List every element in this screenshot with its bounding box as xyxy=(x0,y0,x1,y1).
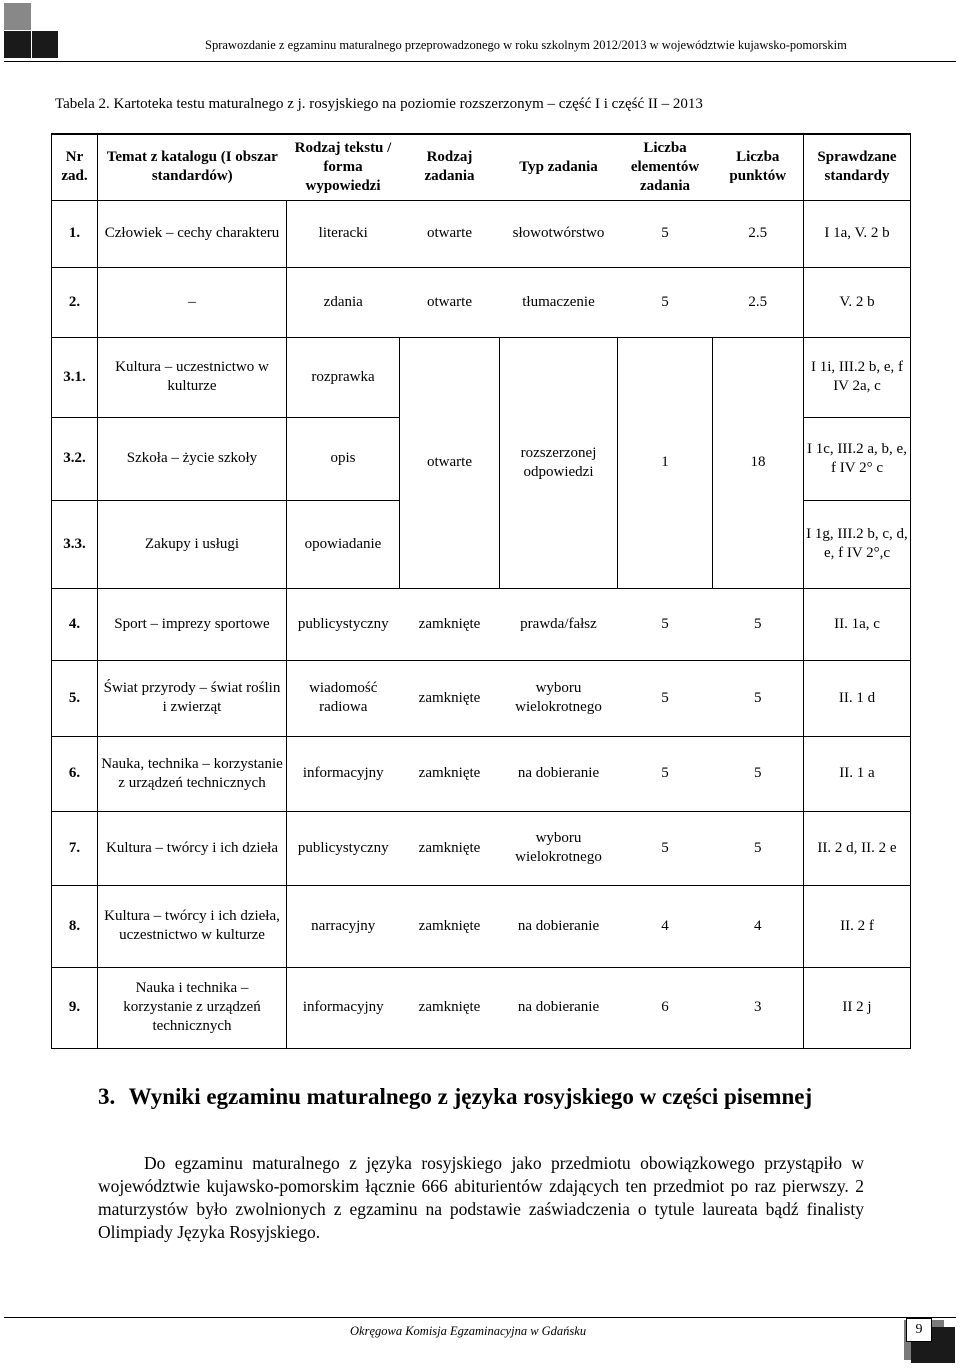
cell-punkty: 5 xyxy=(713,811,804,885)
cell-temat: – xyxy=(98,267,287,337)
cell-temat: Człowiek – cechy charakteru xyxy=(98,200,287,267)
cell-elementy: 5 xyxy=(618,811,713,885)
cell-standardy: II 2 j xyxy=(804,967,911,1048)
cell-nr: 6. xyxy=(52,736,98,811)
cell-elementy: 6 xyxy=(618,967,713,1048)
table-row xyxy=(52,588,911,660)
section-title: Wyniki egzaminu maturalnego z języka rosyjskiego w części pisemnej xyxy=(128,1084,813,1109)
cell-rodzaj-tekstu: zdania xyxy=(287,267,400,337)
cell-rodzaj-tekstu: opowiadanie xyxy=(287,500,400,588)
cell-standardy: II. 1 d xyxy=(804,660,911,736)
table-row xyxy=(52,885,911,967)
cell-typ: wyboru wielokrotnego xyxy=(500,660,618,736)
cell-punkty: 5 xyxy=(713,660,804,736)
cell-temat: Świat przyrody – świat roślin i zwierząt xyxy=(98,660,287,736)
cell-temat: Szkoła – życie szkoły xyxy=(98,417,287,500)
cell-punkty: 3 xyxy=(713,967,804,1048)
cell-nr: 9. xyxy=(52,967,98,1048)
cell-standardy: I 1a, V. 2 b xyxy=(804,200,911,267)
cell-standardy: II. 1a, c xyxy=(804,588,911,660)
cell-typ: na dobieranie xyxy=(500,885,618,967)
footer-institution: Okręgowa Komisja Egzaminacyjna w Gdańsku xyxy=(350,1324,587,1338)
cell-temat: Nauka i technika – korzystanie z urządzeń technicznych xyxy=(98,967,287,1048)
page-number: 9 xyxy=(906,1318,932,1342)
cell-rodzaj-tekstu: narracyjny xyxy=(287,885,400,967)
cell-punkty: 2.5 xyxy=(713,267,804,337)
cell-rodzaj-tekstu: publicystyczny xyxy=(287,811,400,885)
cell-temat: Zakupy i usługi xyxy=(98,500,287,588)
cell-elementy: 5 xyxy=(618,736,713,811)
table-row xyxy=(52,200,911,267)
cell-nr: 4. xyxy=(52,588,98,660)
logo-square-dark xyxy=(4,31,31,58)
cell-nr: 5. xyxy=(52,660,98,736)
cell-standardy: II. 2 d, II. 2 e xyxy=(804,811,911,885)
cell-rodzaj-tekstu: informacyjny xyxy=(287,967,400,1048)
cell-rodzaj-zadania: zamknięte xyxy=(400,588,500,660)
table-row xyxy=(52,736,911,811)
cell-rodzaj-zadania: zamknięte xyxy=(400,736,500,811)
cell-standardy: II. 2 f xyxy=(804,885,911,967)
cell-rodzaj-zadania: zamknięte xyxy=(400,967,500,1048)
cell-standardy: V. 2 b xyxy=(804,267,911,337)
cell-standardy: II. 1 a xyxy=(804,736,911,811)
cell-standardy: I 1i, III.2 b, e, f IV 2a, c xyxy=(804,337,911,417)
cell-typ: na dobieranie xyxy=(500,736,618,811)
table-caption: Tabela 2. Kartoteka testu maturalnego z j. rosyjskiego na poziomie rozszerzonym – część I i część II – 2013 xyxy=(55,96,703,112)
body-paragraph xyxy=(98,1152,864,1244)
cell-rodzaj-zadania: zamknięte xyxy=(400,811,500,885)
table-row xyxy=(52,267,911,337)
cell-rodzaj-tekstu: rozprawka xyxy=(287,337,400,417)
cell-typ-merged: rozszerzonej odpowiedzi xyxy=(500,337,618,588)
col-header-temat: Temat z katalogu (I obszar standardów) xyxy=(98,134,287,200)
cell-typ: prawda/fałsz xyxy=(500,588,618,660)
logo-square-dark xyxy=(32,31,58,58)
cell-typ: słowotwórstwo xyxy=(500,200,618,267)
cell-rodzaj-zadania: otwarte xyxy=(400,200,500,267)
section-heading xyxy=(98,1082,864,1112)
col-header-typ-zadania: Typ zadania xyxy=(500,134,618,200)
cell-rodzaj-tekstu: publicystyczny xyxy=(287,588,400,660)
cell-rodzaj-zadania: zamknięte xyxy=(400,660,500,736)
cell-elementy: 4 xyxy=(618,885,713,967)
cell-nr: 1. xyxy=(52,200,98,267)
cell-typ: na dobieranie xyxy=(500,967,618,1048)
cell-elementy-merged: 1 xyxy=(618,337,713,588)
cell-rodzaj-tekstu: opis xyxy=(287,417,400,500)
col-header-rodzaj-tekstu: Rodzaj tekstu / forma wypowiedzi xyxy=(287,134,400,200)
cell-typ: tłumaczenie xyxy=(500,267,618,337)
cell-rodzaj-tekstu: wiadomość radiowa xyxy=(287,660,400,736)
col-header-liczba-elementow: Liczba elementów zadania xyxy=(618,134,713,200)
cell-rodzaj-zadania: otwarte xyxy=(400,267,500,337)
running-header: Sprawozdanie z egzaminu maturalnego przeprowadzonego w roku szkolnym 2012/2013 w województwie kujawsko-pomorskim xyxy=(205,38,847,52)
table-row xyxy=(52,967,911,1048)
cell-nr: 7. xyxy=(52,811,98,885)
cell-elementy: 5 xyxy=(618,588,713,660)
col-header-standardy: Sprawdzane standardy xyxy=(804,134,911,200)
cell-standardy: I 1c, III.2 a, b, e, f IV 2° c xyxy=(804,417,911,500)
test-table xyxy=(51,133,911,1049)
table-row xyxy=(52,337,911,417)
cell-temat: Kultura – uczestnictwo w kulturze xyxy=(98,337,287,417)
cell-nr: 8. xyxy=(52,885,98,967)
table-header-row xyxy=(52,134,911,200)
cell-elementy: 5 xyxy=(618,660,713,736)
section-number: 3. xyxy=(98,1084,116,1109)
cell-standardy: I 1g, III.2 b, c, d, e, f IV 2°,c xyxy=(804,500,911,588)
cell-rodzaj-zadania: zamknięte xyxy=(400,885,500,967)
cell-rodzaj-zadania-merged: otwarte xyxy=(400,337,500,588)
logo-square-gray xyxy=(4,3,31,30)
cell-nr: 3.2. xyxy=(52,417,98,500)
header-rule xyxy=(4,61,956,62)
logo xyxy=(0,0,58,62)
col-header-liczba-punktow: Liczba punktów xyxy=(713,134,804,200)
footer-rule xyxy=(4,1317,956,1318)
cell-punkty-merged: 18 xyxy=(713,337,804,588)
cell-rodzaj-tekstu: informacyjny xyxy=(287,736,400,811)
col-header-rodzaj-zadania: Rodzaj zadania xyxy=(400,134,500,200)
cell-temat: Kultura – twórcy i ich dzieła xyxy=(98,811,287,885)
table-row xyxy=(52,811,911,885)
cell-punkty: 5 xyxy=(713,736,804,811)
cell-nr: 2. xyxy=(52,267,98,337)
cell-temat: Sport – imprezy sportowe xyxy=(98,588,287,660)
cell-nr: 3.1. xyxy=(52,337,98,417)
cell-punkty: 2.5 xyxy=(713,200,804,267)
cell-elementy: 5 xyxy=(618,200,713,267)
cell-elementy: 5 xyxy=(618,267,713,337)
cell-nr: 3.3. xyxy=(52,500,98,588)
table-row xyxy=(52,660,911,736)
paragraph-text: Do egzaminu maturalnego z języka rosyjskiego jako przedmiotu obowiązkowego przystąpiło w województwie kujawsko-pomorskim łącznie 666 abiturientów zdających ten przedmiot po raz pierwszy. 2 maturzystów było zwolnionych z egzaminu na podstawie zaświadczenia o tytule laureata bądź finalisty Olimpiady Języka Rosyjskiego. xyxy=(98,1153,864,1242)
cell-rodzaj-tekstu: literacki xyxy=(287,200,400,267)
cell-punkty: 5 xyxy=(713,588,804,660)
cell-typ: wyboru wielokrotnego xyxy=(500,811,618,885)
cell-temat: Nauka, technika – korzystanie z urządzeń technicznych xyxy=(98,736,287,811)
cell-temat: Kultura – twórcy i ich dzieła, uczestnictwo w kulturze xyxy=(98,885,287,967)
cell-punkty: 4 xyxy=(713,885,804,967)
col-header-nr: Nr zad. xyxy=(52,134,98,200)
